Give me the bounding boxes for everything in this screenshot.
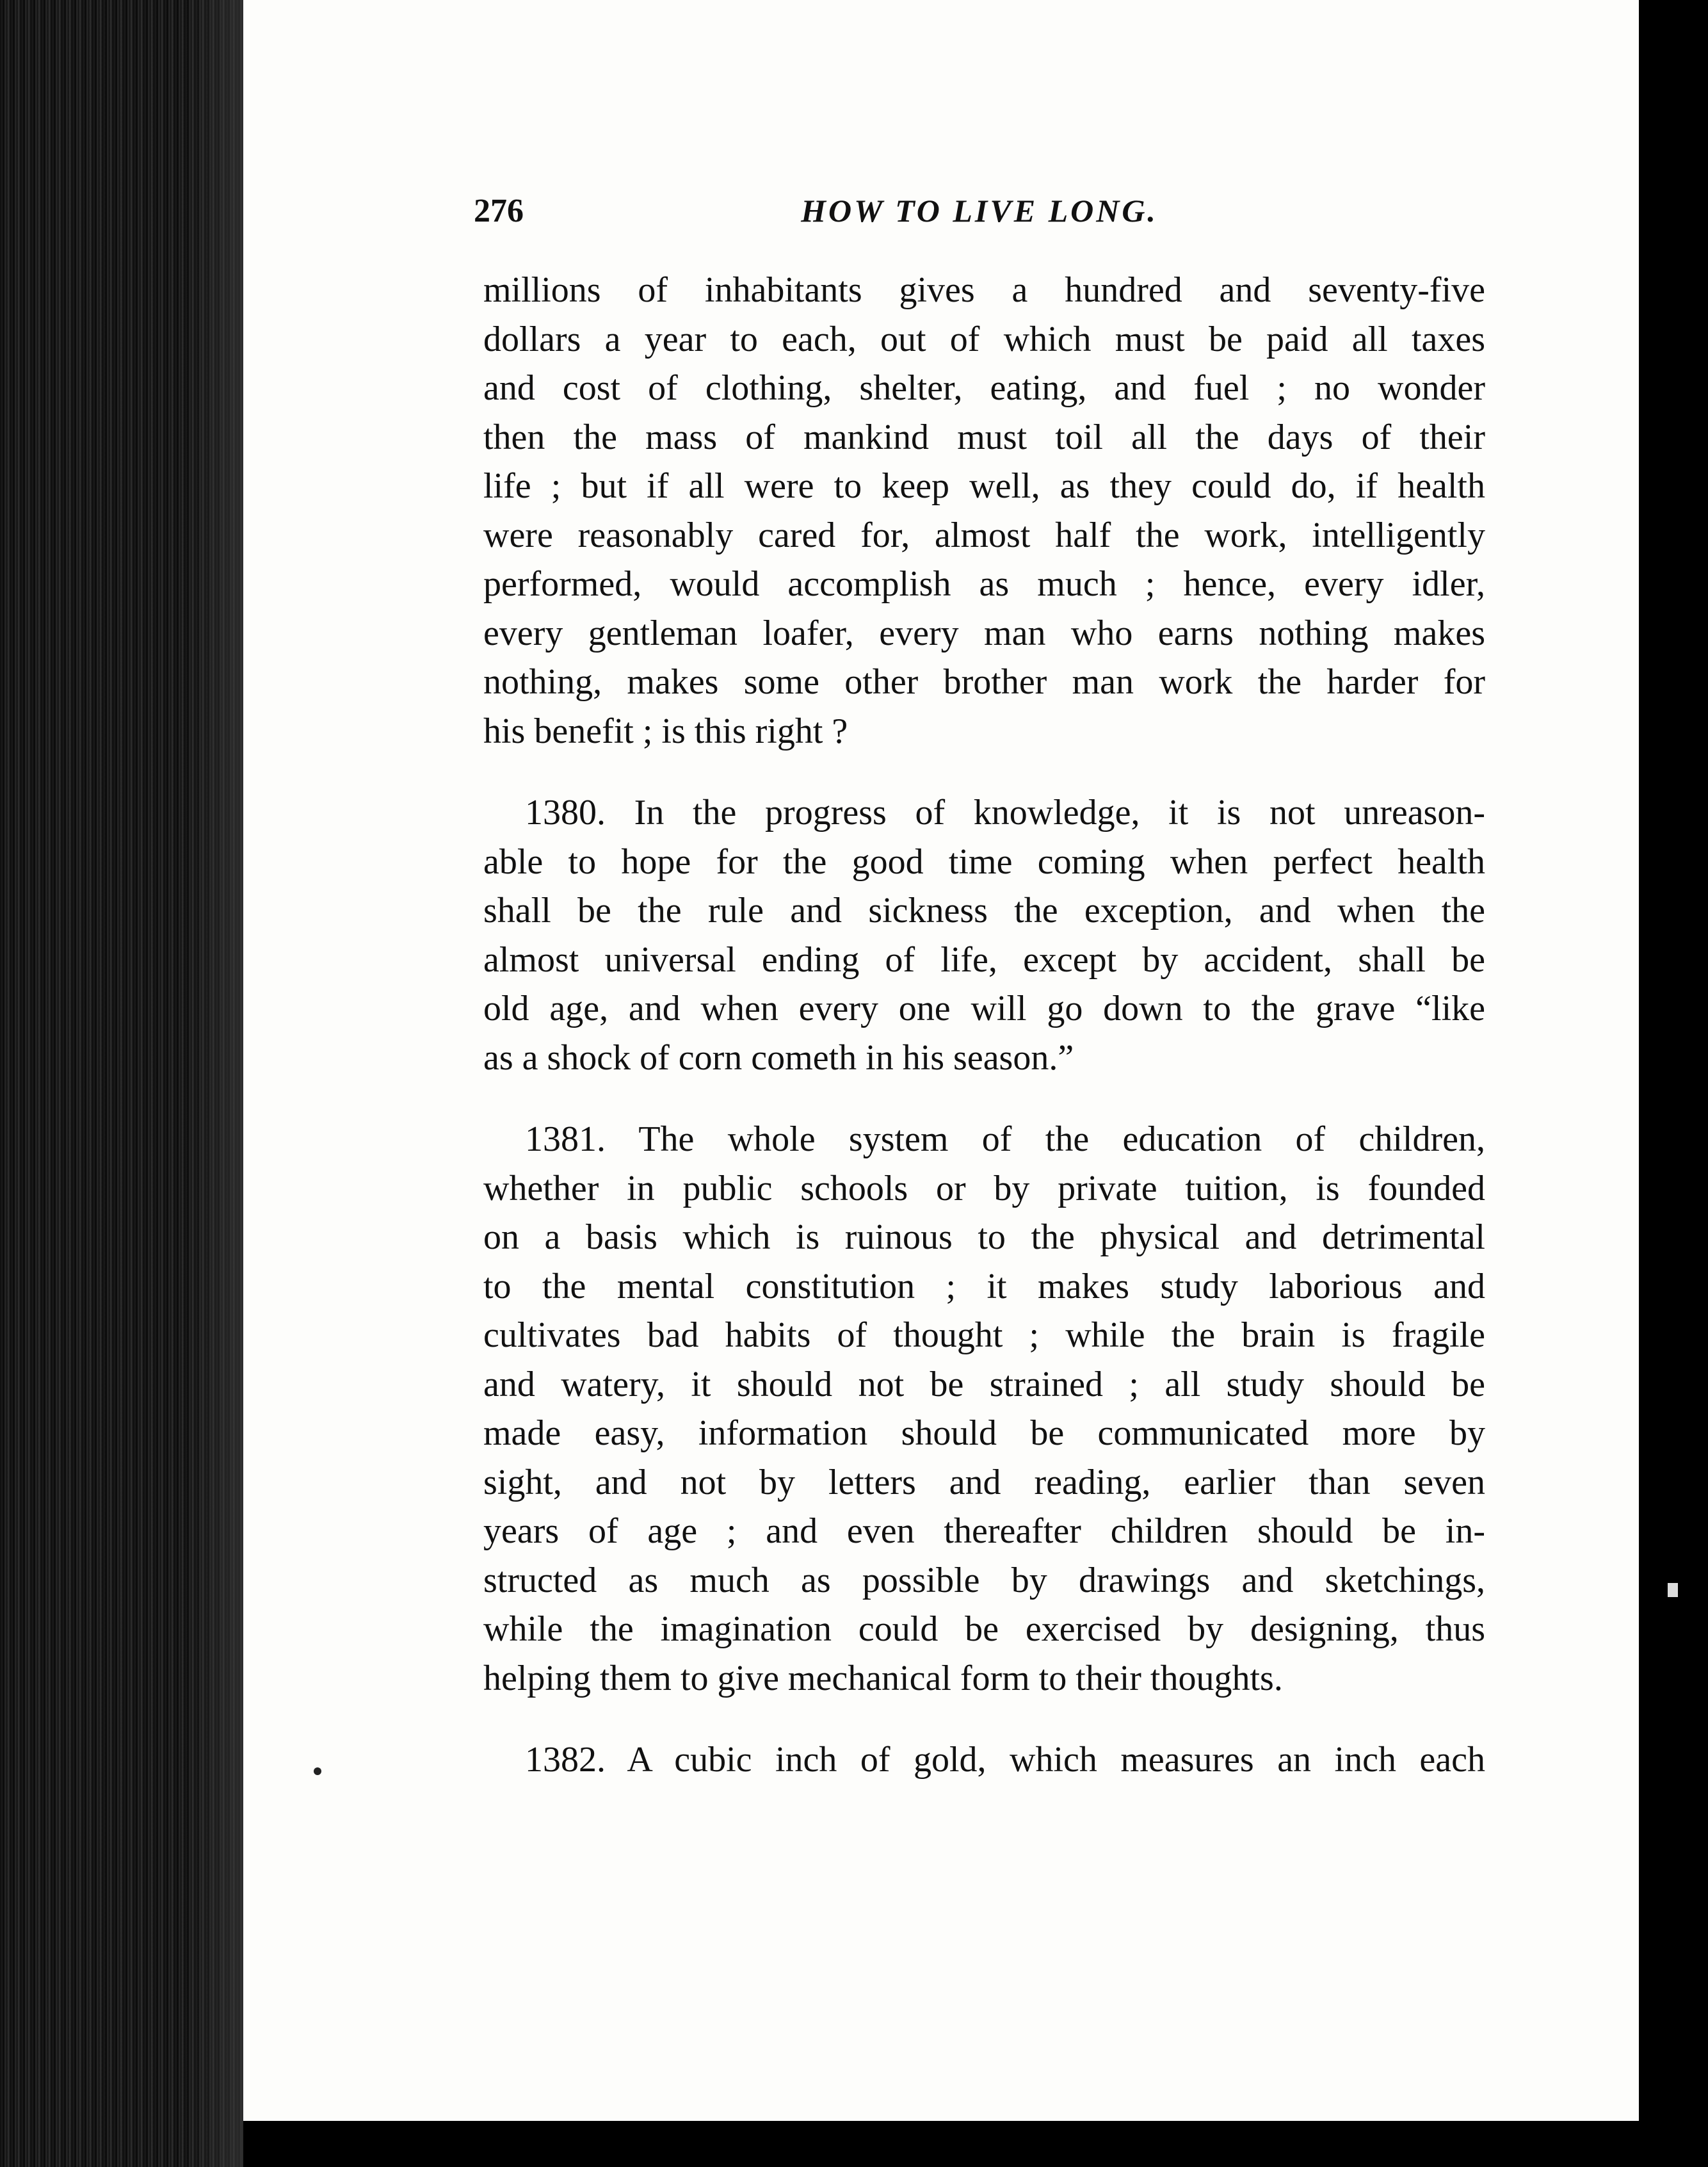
text-line: whether in public schools or by private tuition, is founded [483,1168,1485,1208]
edge-speck [1668,1583,1678,1597]
text-line: dollars a year to each, out of which must be paid all taxes [483,319,1485,359]
text-line: and watery, it should not be strained ; all study should be [483,1364,1485,1404]
text-line: old age, and when every one will go down to the grave “like [483,989,1485,1028]
text-line: made easy, information should be communicated more by [483,1413,1485,1453]
paragraph-gap [483,1082,1485,1115]
book-edge-stack [0,0,243,2167]
text-line: while the imagination could be exercised by designing, thus [483,1609,1485,1649]
text-line: every gentleman loafer, every man who earns nothing makes [483,613,1485,653]
text-line: shall be the rule and sickness the exception, and when the [483,891,1485,930]
body-text [483,266,1485,1785]
text-line: almost universal ending of life, except by accident, shall be [483,939,1485,980]
running-head [474,192,1485,243]
book-title: HOW TO LIVE LONG. [801,193,1158,229]
text-line: life ; but if all were to keep well, as they could do, if health [483,466,1485,506]
text-line: then the mass of mankind must toil all the days of their [483,417,1485,457]
page-number: 276 [474,193,524,229]
text-line: millions of inhabitants gives a hundred and seventy-five [483,270,1485,310]
text-line: and cost of clothing, shelter, eating, and fuel ; no wonder [483,368,1485,408]
paragraph-1382-start: 1382. A cubic inch of gold, which measures an inch each [525,1740,1485,1780]
text-line: structed as much as possible by drawings and sketchings, [483,1560,1485,1600]
text-line: to the mental constitution ; it makes study laborious and [483,1266,1485,1306]
text-line: performed, would accomplish as much ; hence, every idler, [483,564,1485,604]
text-line: as a shock of corn cometh in his season.” [483,1037,1074,1078]
text-line: were reasonably cared for, almost half the work, intelligently [483,515,1485,555]
paragraph-1380-start: 1380. In the progress of knowledge, it is not unreason- [525,793,1485,832]
paragraph-gap [483,1703,1485,1735]
text-line: helping them to give mechanical form to their thoughts. [483,1658,1283,1698]
paragraph-gap [483,756,1485,788]
margin-speck [314,1767,321,1775]
text-line: on a basis which is ruinous to the physical and detrimental [483,1217,1485,1257]
text-line: years of age ; and even thereafter children should be in- [483,1511,1485,1551]
text-line: nothing, makes some other brother man work the harder for [483,662,1485,702]
text-line: cultivates bad habits of thought ; while the brain is fragile [483,1315,1485,1355]
text-line: able to hope for the good time coming when perfect health [483,841,1485,882]
paragraph-1381-start: 1381. The whole system of the education of children, [525,1119,1485,1159]
text-line: sight, and not by letters and reading, earlier than seven [483,1462,1485,1502]
bottom-page-edge [243,2121,1639,2167]
text-line: his benefit ; is this right ? [483,711,848,751]
right-page-edge [1639,0,1708,2167]
